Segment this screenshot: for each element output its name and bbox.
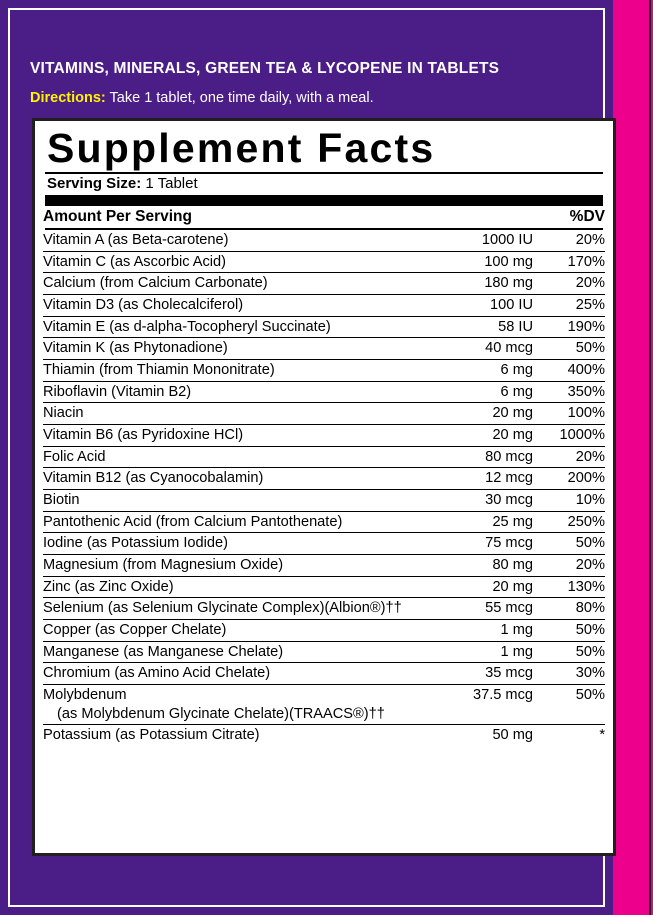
- nutrient-amount: 6 mg: [437, 359, 533, 381]
- nutrient-name: Copper (as Copper Chelate): [43, 619, 437, 641]
- facts-table-rows: [43, 230, 605, 746]
- table-row: [43, 489, 605, 511]
- table-row: [43, 619, 605, 641]
- rule-thick-top: [45, 195, 603, 206]
- nutrient-dv: 130%: [533, 576, 605, 598]
- nutrient-dv: 190%: [533, 316, 605, 338]
- nutrient-amount: 75 mcg: [437, 533, 533, 555]
- table-row: [43, 316, 605, 338]
- nutrient-dv: 20%: [533, 554, 605, 576]
- edge-rule: [649, 0, 651, 915]
- table-row: [43, 511, 605, 533]
- facts-header-row: [43, 206, 605, 228]
- nutrient-dv: 80%: [533, 598, 605, 620]
- nutrient-amount: 100 mg: [437, 251, 533, 273]
- nutrient-amount: 20 mg: [437, 424, 533, 446]
- nutrient-amount: 80 mg: [437, 554, 533, 576]
- nutrient-name: Vitamin C (as Ascorbic Acid): [43, 251, 437, 273]
- nutrient-name: Zinc (as Zinc Oxide): [43, 576, 437, 598]
- serving-size-line: [43, 174, 605, 195]
- nutrient-name: Vitamin D3 (as Cholecalciferol): [43, 294, 437, 316]
- nutrient-name: Biotin: [43, 489, 437, 511]
- table-row: [43, 663, 605, 685]
- nutrient-amount: 6 mg: [437, 381, 533, 403]
- table-row: [43, 381, 605, 403]
- table-row: [43, 230, 605, 251]
- directions-line: [30, 90, 600, 107]
- nutrient-amount: 55 mcg: [437, 598, 533, 620]
- nutrient-amount: 12 mcg: [437, 468, 533, 490]
- table-row: [43, 598, 605, 620]
- nutrient-dv: 10%: [533, 489, 605, 511]
- table-row: [43, 294, 605, 316]
- nutrient-name: Vitamin A (as Beta-carotene): [43, 230, 437, 251]
- nutrient-name-continued: (as Molybdenum Glycinate Chelate)(TRAACS®)††: [57, 705, 385, 722]
- facts-table: [43, 206, 605, 228]
- table-row: [43, 554, 605, 576]
- nutrient-amount: 20 mg: [437, 576, 533, 598]
- supplement-facts-box: [32, 118, 616, 856]
- table-row: [43, 424, 605, 446]
- nutrient-dv: 50%: [533, 533, 605, 555]
- nutrient-amount: 1 mg: [437, 641, 533, 663]
- nutrient-dv: 400%: [533, 359, 605, 381]
- nutrient-dv: 25%: [533, 294, 605, 316]
- nutrient-amount: 50 mg: [492, 727, 533, 744]
- supplement-facts-title: Supplement Facts: [47, 125, 436, 171]
- nutrient-dv: 30%: [533, 663, 605, 685]
- nutrient-name: Pantothenic Acid (from Calcium Pantothenate): [43, 511, 437, 533]
- nutrient-amount: 180 mg: [437, 273, 533, 295]
- table-row: [43, 338, 605, 360]
- nutrient-name: Magnesium (from Magnesium Oxide): [43, 554, 437, 576]
- nutrient-name: Vitamin E (as d-alpha-Tocopheryl Succinate): [43, 316, 437, 338]
- nutrient-dv: 100%: [533, 403, 605, 425]
- serving-size-value: 1 Tablet: [145, 175, 198, 193]
- nutrient-name: Manganese (as Manganese Chelate): [43, 641, 437, 663]
- nutrient-name: Chromium (as Amino Acid Chelate): [43, 663, 437, 685]
- nutrient-name: Folic Acid: [43, 446, 437, 468]
- nutrient-dv: 1000%: [533, 424, 605, 446]
- directions-label: Directions:: [30, 90, 106, 106]
- nutrient-name: Vitamin B6 (as Pyridoxine HCl): [43, 424, 437, 446]
- nutrient-dv: 250%: [533, 511, 605, 533]
- nutrient-dv: 350%: [533, 381, 605, 403]
- table-row: [43, 359, 605, 381]
- nutrient-amount: 40 mcg: [437, 338, 533, 360]
- nutrient-dv: *: [599, 727, 605, 744]
- serving-size-label: Serving Size:: [47, 175, 142, 193]
- table-row: [43, 446, 605, 468]
- nutrient-name: Molybdenum (as Molybdenum Glycinate Chelate)(TRAACS®)††: [43, 684, 437, 724]
- nutrient-dv: 50%: [533, 619, 605, 641]
- nutrient-name: Niacin: [43, 403, 437, 425]
- nutrient-dv: 20%: [533, 446, 605, 468]
- nutrient-name: Calcium (from Calcium Carbonate): [43, 273, 437, 295]
- nutrient-amount: 35 mcg: [437, 663, 533, 685]
- nutrient-name: Vitamin B12 (as Cyanocobalamin): [43, 468, 437, 490]
- header-spacer: [437, 206, 533, 228]
- table-row: [43, 641, 605, 663]
- table-row: [43, 576, 605, 598]
- nutrient-amount: 30 mcg: [437, 489, 533, 511]
- nutrient-name: Riboflavin (Vitamin B2): [43, 381, 437, 403]
- nutrient-dv: 50%: [533, 641, 605, 663]
- nutrient-amount: 1000 IU: [437, 230, 533, 251]
- nutrient-dv: 20%: [533, 273, 605, 295]
- nutrient-name: Potassium (as Potassium Citrate): [43, 727, 260, 744]
- nutrient-dv: 20%: [533, 230, 605, 251]
- nutrient-amount: 20 mg: [437, 403, 533, 425]
- dv-header: %DV: [569, 208, 605, 226]
- nutrient-name: Thiamin (from Thiamin Mononitrate): [43, 359, 437, 381]
- table-row: [43, 251, 605, 273]
- amount-per-serving-header: Amount Per Serving: [43, 208, 192, 226]
- product-heading: VITAMINS, MINERALS, GREEN TEA & LYCOPENE IN TABLETS: [30, 60, 500, 77]
- table-row: [43, 273, 605, 295]
- nutrient-amount: 100 IU: [437, 294, 533, 316]
- nutrient-dv: 50%: [533, 338, 605, 360]
- magenta-side-stripe: [613, 0, 653, 915]
- nutrient-amount: 37.5 mcg: [437, 684, 533, 724]
- nutrient-amount: 25 mg: [437, 511, 533, 533]
- table-row: [43, 684, 605, 724]
- nutrient-dv: 200%: [533, 468, 605, 490]
- table-row: [43, 403, 605, 425]
- nutrient-dv: 170%: [533, 251, 605, 273]
- nutrient-name: Vitamin K (as Phytonadione): [43, 338, 437, 360]
- nutrient-name: Selenium (as Selenium Glycinate Complex)(Albion®)††: [43, 598, 437, 620]
- nutrient-amount: 1 mg: [437, 619, 533, 641]
- nutrient-name: Iodine (as Potassium Iodide): [43, 533, 437, 555]
- directions-text: Take 1 tablet, one time daily, with a meal.: [109, 90, 374, 106]
- table-row: [43, 468, 605, 490]
- table-row: [43, 533, 605, 555]
- table-row: [43, 725, 605, 746]
- nutrient-amount: 80 mcg: [437, 446, 533, 468]
- nutrient-dv: 50%: [533, 684, 605, 724]
- nutrient-amount: 58 IU: [437, 316, 533, 338]
